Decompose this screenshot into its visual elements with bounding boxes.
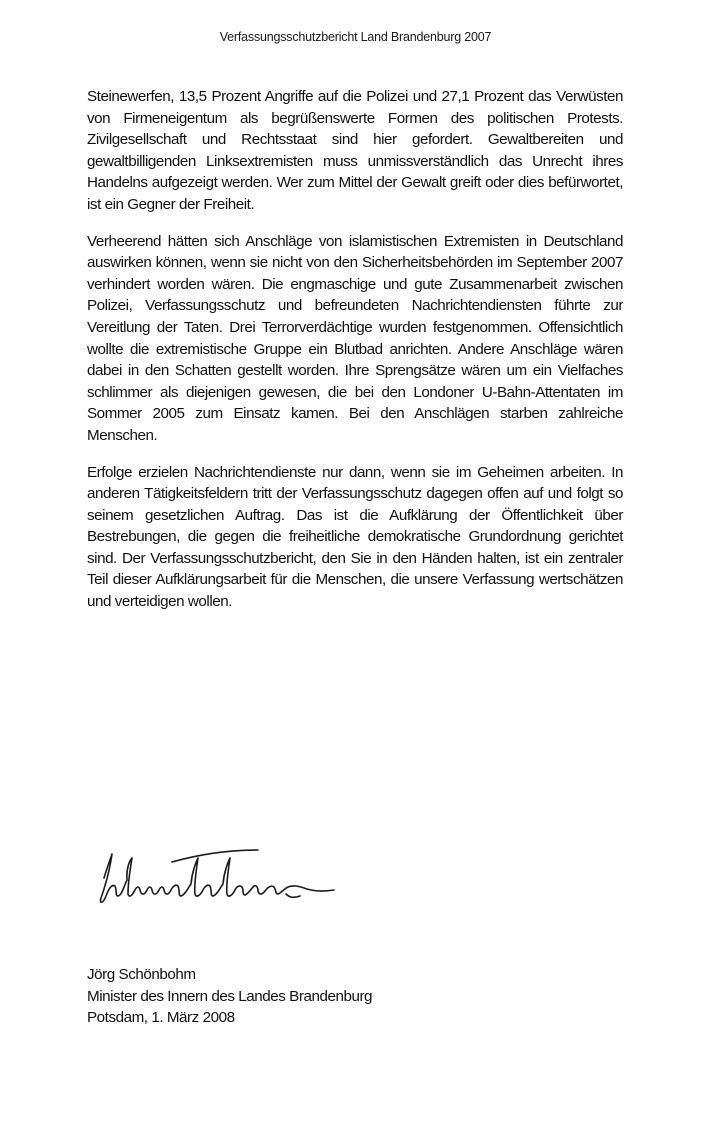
signature-block — [87, 964, 507, 1029]
signatory-role: Minister des Innern des Landes Brandenburg — [87, 987, 373, 1005]
paragraph-1: Steinewerfen, 13,5 Prozent Angriffe auf die Polizei und 27,1 Prozent das Verwüsten von Firmeneigentum als begrüßenswerte Formen des politischen Protests. Zivilgesellschaft und Rechtsstaat sind hier gefordert. Gewaltbereiten und gewaltbilligenden Linksextremisten muss unmissverständlich das Unrecht ihres Handelns aufgezeigt werden. Wer zum Mittel der Gewalt greift oder dies befürwortet, ist ein Gegner der Freiheit. — [87, 88, 623, 213]
handwritten-signature — [90, 838, 370, 916]
signatory-name: Jörg Schönbohm — [87, 966, 196, 983]
paragraph-2: Verheerend hätten sich Anschläge von islamistischen Extremisten in Deutschland auswirken können, wenn sie nicht von den Sicherheitsbehörden im September 2007 verhindert worden wären. Die engmaschige und gute Zusammenarbeit zwischen Polizei, Verfassungsschutz und befreundeten Nachrichtendiensten führte zur Vereitlung der Taten. Drei Terrorverdächtige wurden festgenommen. Offensichtlich wollte die extremistische Gruppe ein Blutbad anrichten. Andere Anschläge wären dabei in den Schatten gestellt worden. Ihre Sprengsätze wären um ein Vielfaches schlimmer als diejenigen gewesen, die bei den Londoner U-Bahn-Attentaten im Sommer 2005 zum Einsatz kamen. Bei den Anschlägen starben zahlreiche Menschen. — [87, 232, 623, 444]
running-header: Verfassungsschutzbericht Land Brandenburg 2007 — [219, 30, 492, 44]
place-and-date: Potsdam, 1. März 2008 — [87, 1009, 235, 1027]
body-text — [87, 86, 623, 628]
paragraph-3: Erfolge erzielen Nachrichtendienste nur dann, wenn sie im Geheimen arbeiten. In anderen Tätigkeitsfeldern tritt der Verfassungsschutz dagegen offen auf und folgt so seinem gesetzlichen Auftrag. Das ist die Aufklärung der Öffentlichkeit über Bestrebungen, die gegen die freiheitliche demokratische Grundordnung gerichtet sind. Der Verfassungsschutzbericht, den Sie in den Händen halten, ist ein zentraler Teil dieser Aufklärungsarbeit für die Menschen, die unsere Verfassung wertschätzen und verteidigen wollen. — [87, 463, 623, 611]
